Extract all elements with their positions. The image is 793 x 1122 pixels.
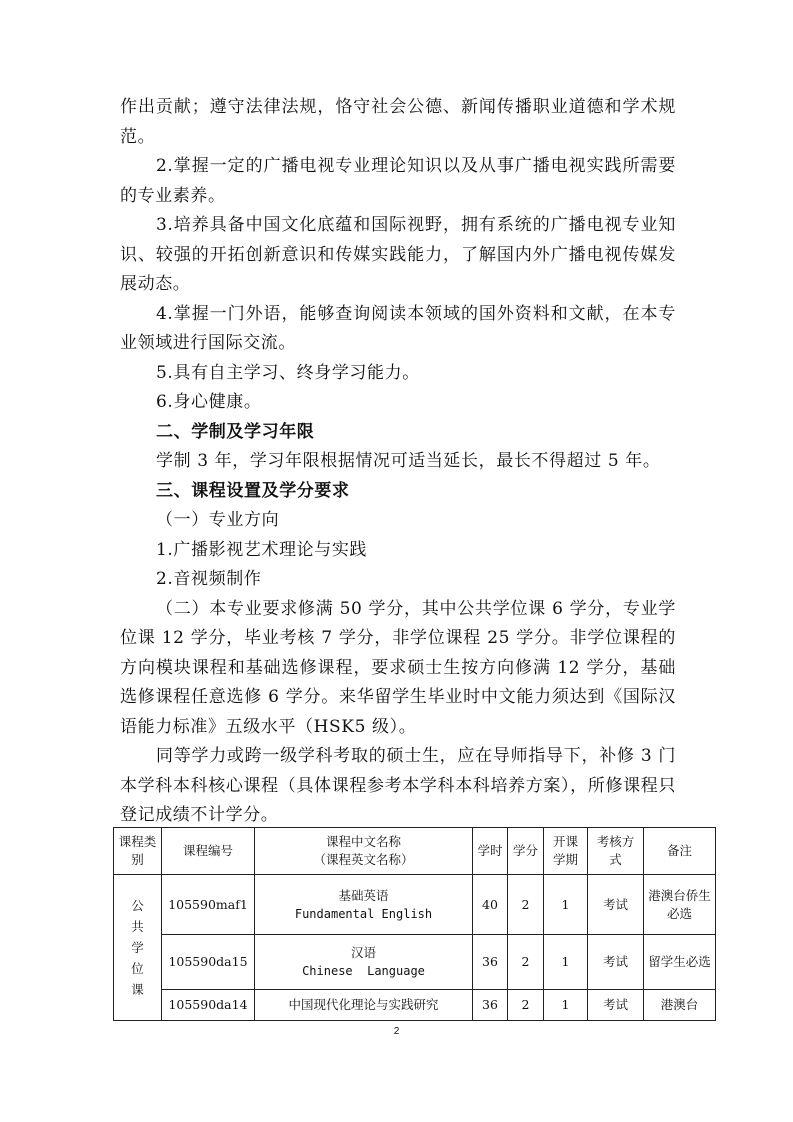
course-assessment: 考试 xyxy=(588,990,644,1021)
paragraph: 1.广播影视艺术理论与实践 xyxy=(156,539,368,560)
category-char: 公 xyxy=(131,898,144,913)
header-name xyxy=(255,828,473,875)
paragraph: 作出贡献；遵守法律法规，恪守社会公德、新闻传播职业道德和学术规范。 xyxy=(120,97,676,147)
course-semester: 1 xyxy=(544,990,588,1021)
course-hours: 40 xyxy=(473,875,508,935)
paragraph: 3.培养具备中国文化底蕴和国际视野，拥有系统的广播电视专业知识、较强的开拓创新意识和传媒实践能力，了解国内外广播电视传媒发展动态。 xyxy=(120,215,676,294)
table-row xyxy=(114,935,716,990)
course-semester: 1 xyxy=(544,875,588,935)
curriculum-table xyxy=(113,827,716,1021)
course-name-cn: 汉语 xyxy=(350,945,376,960)
paragraph: （二）本专业要求修满 50 学分，其中公共学位课 6 学分，专业学位课 12 学分，毕业考核 7 学分，非学位课程 25 学分。非学位课程的方向模块课程和基础选修课程，要求硕士生按方向修满 12 学分，基础选修课程任意选修 6 学分。来华留学生毕业时中文能力须达到《国际汉语能力标准》五级水平（HSK5 级）。 xyxy=(120,598,676,737)
body-text xyxy=(120,93,676,831)
course-remarks: 港澳台 xyxy=(644,990,716,1021)
category-char: 位 xyxy=(131,961,144,976)
paragraph: 5.具有自主学习、终身学习能力。 xyxy=(156,362,420,383)
course-semester: 1 xyxy=(544,935,588,990)
course-code: 105590maf1 xyxy=(162,875,255,935)
course-name-en: Chinese Language xyxy=(302,964,425,978)
course-credits: 2 xyxy=(508,935,544,990)
header-code: 课程编号 xyxy=(162,828,255,875)
header-assessment: 考核方式 xyxy=(588,828,644,875)
paragraph: 6.身心健康。 xyxy=(156,392,262,412)
paragraph: 2.掌握一定的广播电视专业理论知识以及从事广播电视实践所需要的专业素养。 xyxy=(120,156,676,206)
section-heading: 二、学制及学习年限 xyxy=(156,421,315,442)
paragraph: 学制 3 年，学习年限根据情况可适当延长，最长不得超过 5 年。 xyxy=(156,451,661,471)
course-credits: 2 xyxy=(508,875,544,935)
course-hours: 36 xyxy=(473,990,508,1021)
paragraph: （一）专业方向 xyxy=(156,510,280,530)
course-name xyxy=(255,935,473,990)
course-hours: 36 xyxy=(473,935,508,990)
course-code: 105590da15 xyxy=(162,935,255,990)
course-name-cn: 基础英语 xyxy=(338,887,389,903)
course-name xyxy=(255,990,473,1021)
category-char: 共 xyxy=(131,919,144,934)
course-assessment: 考试 xyxy=(588,875,644,935)
course-assessment: 考试 xyxy=(588,935,644,990)
paragraph: 4.掌握一门外语，能够查询阅读本领域的国外资料和文献，在本专业领域进行国际交流。 xyxy=(120,303,676,353)
header-credits: 学分 xyxy=(508,828,544,875)
section-heading: 三、课程设置及学分要求 xyxy=(156,480,350,501)
header-remarks: 备注 xyxy=(644,828,716,875)
paragraph: 同等学力或跨一级学科考取的硕士生，应在导师指导下，补修 3 门本学科本科核心课程（具体课程参考本学科本科培养方案），所修课程只登记成绩不计学分。 xyxy=(120,746,676,825)
course-name-en: Fundamental English xyxy=(294,906,433,921)
category-cell xyxy=(114,875,162,1021)
table-row xyxy=(114,875,716,935)
course-name-cn: 中国现代化理论与实践研究 xyxy=(288,997,439,1012)
header-semester: 开课学期 xyxy=(544,828,588,875)
header-hours: 学时 xyxy=(473,828,508,875)
category-char: 学 xyxy=(131,940,144,955)
course-remarks: 港澳台侨生必选 xyxy=(644,875,716,935)
table-header-row xyxy=(114,828,716,875)
category-char: 课 xyxy=(131,982,144,997)
course-name xyxy=(255,875,473,935)
course-credits: 2 xyxy=(508,990,544,1021)
table-row xyxy=(114,990,716,1021)
header-name-en: （课程英文名称） xyxy=(313,852,414,867)
header-category: 课程类别 xyxy=(114,828,162,875)
course-remarks: 留学生必选 xyxy=(644,935,716,990)
paragraph: 2.音视频制作 xyxy=(156,569,262,589)
course-code: 105590da14 xyxy=(162,990,255,1021)
page-number: 2 xyxy=(393,1026,400,1037)
header-name-cn: 课程中文名称 xyxy=(325,834,401,849)
